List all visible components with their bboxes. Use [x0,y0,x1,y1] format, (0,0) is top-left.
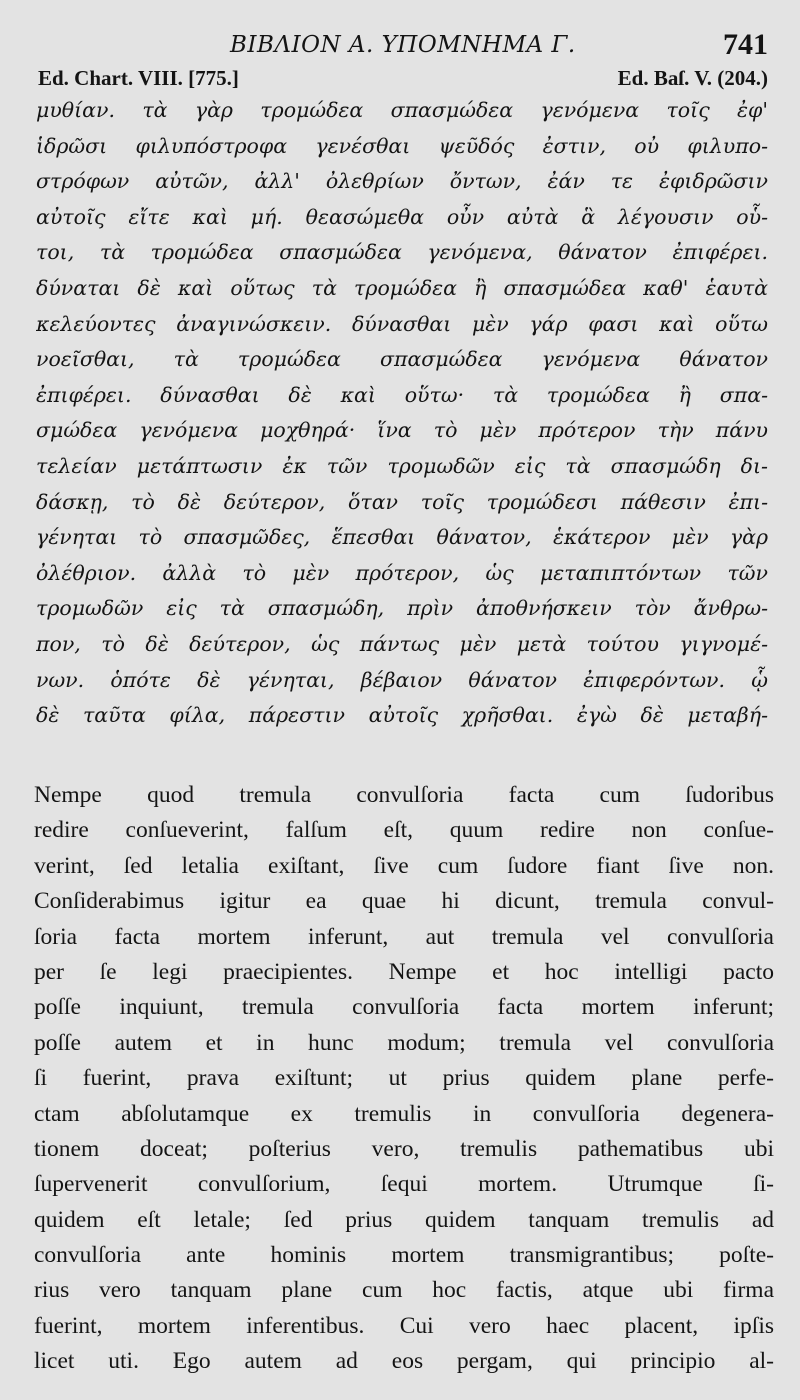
latin-line: per ſe legi praecipientes. Nempe et hoc intelligi pacto [34,958,774,985]
greek-line: τοι, τὰ τρομώδεα σπασμώδεα γενόμενα, θάνατον ἐπιφέρει. [36,240,768,265]
greek-line: νοεῖσθαι, τὰ τρομώδεα σπασμώδεα γενόμενα θάνατον [36,347,768,372]
latin-line: quidem eſt letale; ſed prius quidem tanquam tremulis ad [34,1206,774,1233]
edition-basel-reference: Ed. Baſ. V. (204.) [617,66,768,90]
greek-line: νων. ὁπότε δὲ γένηται, βέβαιον θάνατον ἐπιφερόντων. ᾧ [36,667,768,692]
latin-line: tionem doceat; poſterius vero, tremulis pathematibus ubi [34,1135,774,1162]
greek-line: ἐπιφέρει. δύνασθαι δὲ καὶ οὕτω· τὰ τρομώδεα ἢ σπα- [36,382,768,407]
latin-line: poſſe inquiunt, tremula convulſoria facta mortem inferunt; [34,994,774,1021]
greek-line: δύναται δὲ καὶ οὕτως τὰ τρομώδεα ἢ σπασμώδεα καθ' ἑαυτὰ [36,275,768,300]
latin-line: rius vero tanquam plane cum hoc factis, atque ubi firma [34,1277,774,1304]
latin-line: ctam abſolutamque ex tremulis in convulſoria degenera- [34,1100,774,1127]
latin-translation-block [34,778,774,1380]
greek-line: αὐτοῖς εἴτε καὶ μή. θεασώμεθα οὖν αὐτὰ ἃ λέγουσιν οὗ- [36,204,768,229]
greek-line: μυθίαν. τὰ γὰρ τρομώδεα σπασμώδεα γενόμενα τοῖς ἐφ' [36,98,768,122]
running-head [0,28,800,68]
latin-line: licet uti. Ego autem ad eos pergam, qui principio al- [34,1348,774,1375]
greek-line: στρόφων αὐτῶν, ἀλλ' ὀλεθρίων ὄντων, ἐάν τε ἐφιδρῶσιν [36,169,768,194]
latin-line: Nempe quod tremula convulſoria facta cum ſudoribus [34,782,774,808]
edition-chartier-reference: Ed. Chart. VIII. [775.] [38,66,239,90]
greek-line: πον, τὸ δὲ δεύτερον, ὡς πάντως μὲν μετὰ τούτου γιγνομέ- [36,631,768,656]
greek-line: τελείαν μετάπτωσιν ἐκ τῶν τρομωδῶν εἰς τὰ σπασμώδη δι- [36,453,768,478]
greek-line: ἱδρῶσι φιλυπόστροφα γενέσθαι ψεῦδός ἐστιν, οὐ φιλυπο- [36,133,768,158]
greek-line: δάσκῃ, τὸ δὲ δεύτερον, ὅταν τοῖς τρομώδεσι πάθεσιν ἐπι- [36,489,768,514]
page-number: 741 [723,28,768,61]
latin-line: verint, ſed letalia exiſtant, ſive cum ſudore fiant ſive non. [34,852,774,879]
edition-reference-line [38,66,768,94]
greek-line: κελεύοντες ἀναγινώσκειν. δύνασθαι μὲν γάρ φασι καὶ οὕτω [36,311,768,336]
latin-line: convulſoria ante hominis mortem transmigrantibus; poſte- [34,1242,774,1269]
greek-line: γένηται τὸ σπασμῶδες, ἕπεσθαι θάνατον, ἑκάτερον μὲν γὰρ [36,525,768,550]
latin-line: ſupervenerit convulſorium, ſequi mortem. Utrumque ſi- [34,1171,774,1198]
latin-line: Conſiderabimus igitur ea quae hi dicunt, tremula convul- [34,888,774,915]
greek-text-block [36,93,768,734]
latin-line: poſſe autem et in hunc modum; tremula vel convulſoria [34,1029,774,1056]
greek-line: τρομωδῶν εἰς τὰ σπασμώδη, πρὶν ἀποθνήσκειν τὸν ἄνθρω- [36,596,768,621]
latin-line: ſoria facta mortem inferunt, aut tremula vel convulſoria [34,923,774,950]
latin-line: ſi fuerint, prava exiſtunt; ut prius quidem plane perfe- [34,1065,774,1092]
greek-line: δὲ ταῦτα φίλα, πάρεστιν αὐτοῖς χρῆσθαι. ἐγὼ δὲ μεταβή- [36,703,768,728]
running-title: ΒΙΒΛΙΟΝ Α. ΥΠΟΜΝΗΜΑ Γ. [230,32,576,58]
latin-line: fuerint, mortem inferentibus. Cui vero haec placent, ipſis [34,1312,774,1339]
greek-line: σμώδεα γενόμενα μοχθηρά· ἵνα τὸ μὲν πρότερον τὴν πάνυ [36,418,768,443]
latin-line: redire conſueverint, falſum eſt, quum redire non conſue- [34,817,774,844]
greek-line: ὀλέθριον. ἀλλὰ τὸ μὲν πρότερον, ὡς μεταπιπτόντων τῶν [36,560,768,585]
